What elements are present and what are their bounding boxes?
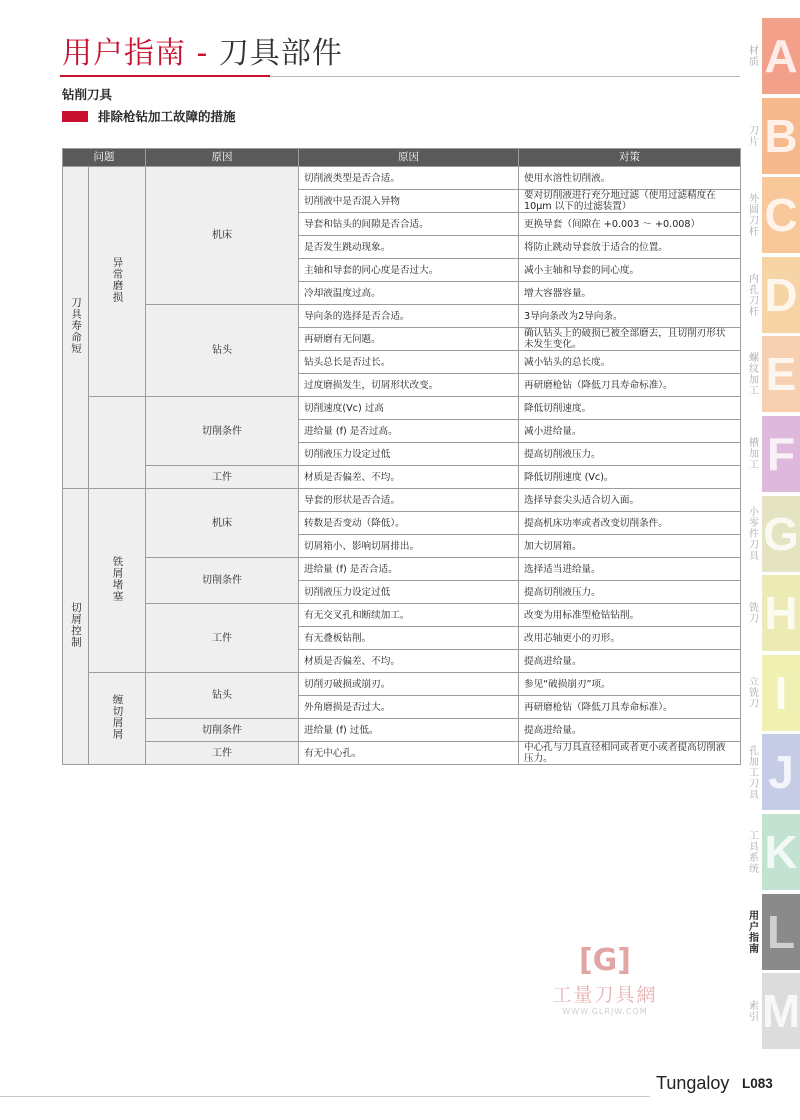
subgroup-empty (89, 397, 146, 489)
solution-cell: 降低切削速度 (Vc)。 (519, 466, 741, 489)
solution-cell: 再研磨枪钻（降低刀具寿命标准）。 (519, 696, 741, 719)
footer-rule (0, 1096, 650, 1097)
cause-cell: 是否发生跳动现象。 (299, 236, 519, 259)
chapter-tab-label: 小零件刀具 (746, 506, 758, 562)
chapter-tab-letter: E (762, 336, 800, 412)
table-row (63, 742, 741, 765)
cause-cell: 转数是否变动（降低）。 (299, 512, 519, 535)
header-cause-category: 原因 (146, 149, 299, 167)
cause-cell: 冷却液温度过高。 (299, 282, 519, 305)
cause-cell: 切削液压力设定过低 (299, 443, 519, 466)
cause-cell: 钻头总长是否过长。 (299, 351, 519, 374)
cause-cell: 切削速度(Vc) 过高 (299, 397, 519, 420)
header-cause: 原因 (299, 149, 519, 167)
chapter-tab-a[interactable] (743, 18, 800, 94)
cause-cell: 切削液压力设定过低 (299, 581, 519, 604)
chapter-tab-letter: K (762, 814, 800, 890)
chapter-tab-h[interactable] (743, 575, 800, 651)
cause-cell: 过度磨损发生，切屑形状改变。 (299, 374, 519, 397)
solution-cell: 提高切削液压力。 (519, 443, 741, 466)
title-rule-accent (60, 75, 270, 77)
cause-cell: 有无交叉孔和断续加工。 (299, 604, 519, 627)
solution-cell: 加大切屑箱。 (519, 535, 741, 558)
chapter-tab-letter: M (762, 973, 800, 1049)
chapter-tab-f[interactable] (743, 416, 800, 492)
subsection-title: 排除枪钻加工故障的措施 (98, 109, 236, 124)
table-row (63, 558, 741, 581)
category-cutting-conditions: 切削条件 (146, 719, 299, 742)
category-drill: 钻头 (146, 673, 299, 719)
chapter-tab-b[interactable] (743, 98, 800, 174)
cause-cell: 切削液中是否混入异物 (299, 190, 519, 213)
table-row (63, 167, 741, 190)
table-row (63, 673, 741, 696)
solution-cell: 减小钻头的总长度。 (519, 351, 741, 374)
header-problem: 问题 (63, 149, 146, 167)
solution-cell: 再研磨枪钻（降低刀具寿命标准）。 (519, 374, 741, 397)
chapter-tab-i[interactable] (743, 655, 800, 731)
solution-cell: 改变为用标准型枪钻钻削。 (519, 604, 741, 627)
cause-cell: 外角磨损是否过大。 (299, 696, 519, 719)
table-row (63, 397, 741, 420)
cause-cell: 导套和钻头的间隙是否合适。 (299, 213, 519, 236)
table-header-row (63, 149, 741, 167)
category-cutting-conditions: 切削条件 (146, 558, 299, 604)
solution-cell: 参见“破损崩刃”项。 (519, 673, 741, 696)
solution-cell: 减小进给量。 (519, 420, 741, 443)
chapter-tab-label: 螺纹加工 (746, 352, 758, 397)
category-workpiece: 工件 (146, 604, 299, 673)
chapter-tab-label: 内孔刀杆 (746, 272, 758, 317)
cause-cell: 进给量 (f) 过低。 (299, 719, 519, 742)
subgroup-chip-clogging: 铁屑堵塞 (89, 489, 146, 673)
cause-cell: 导套的形状是否合适。 (299, 489, 519, 512)
category-machine: 机床 (146, 489, 299, 558)
table-row (63, 719, 741, 742)
chapter-tab-m[interactable] (743, 973, 800, 1049)
chapter-tab-label: 索引 (746, 1000, 758, 1023)
solution-cell: 增大容器容量。 (519, 282, 741, 305)
chapter-tab-label: 槽加工 (746, 437, 758, 471)
group-chip-control: 切屑控制 (63, 489, 89, 765)
chapter-tab-letter: H (762, 575, 800, 651)
cause-cell: 进给量 (f) 是否过高。 (299, 420, 519, 443)
table-row (63, 489, 741, 512)
section-title: 钻削刀具 (62, 87, 113, 102)
cause-cell: 切屑箱小、影响切屑排出。 (299, 535, 519, 558)
chapter-tab-label: 孔加工刀具 (746, 744, 758, 800)
chapter-tab-e[interactable] (743, 336, 800, 412)
chapter-tab-k[interactable] (743, 814, 800, 890)
cause-cell: 切削刃破损或崩刃。 (299, 673, 519, 696)
group-tool-life: 刀具寿命短 (63, 167, 89, 489)
chapter-tab-label: 立铣刀 (746, 676, 758, 710)
cause-cell: 主轴和导套的同心度是否过大。 (299, 259, 519, 282)
watermark-logo-icon: [G] (578, 943, 632, 978)
cause-cell: 再研磨有无问题。 (299, 328, 519, 351)
cause-cell: 材质是否偏差、不均。 (299, 650, 519, 673)
troubleshooting-table (62, 148, 741, 765)
cause-cell: 进给量 (f) 是否合适。 (299, 558, 519, 581)
chapter-tab-letter: A (762, 18, 800, 94)
solution-cell: 选择导套尖头适合切入面。 (519, 489, 741, 512)
solution-cell: 提高机床功率或者改变切削条件。 (519, 512, 741, 535)
cause-cell: 材质是否偏差、不均。 (299, 466, 519, 489)
table-row (63, 604, 741, 627)
solution-cell: 更换导套（间隙在 +0.003 ～ +0.008） (519, 213, 741, 236)
chapter-tab-g[interactable] (743, 496, 800, 572)
solution-cell: 减小主轴和导套的同心度。 (519, 259, 741, 282)
chapter-tab-letter: I (762, 655, 800, 731)
chapter-tab-label: 用户指南 (746, 909, 758, 954)
subgroup-chip-tangling: 缠切屑屑 (89, 673, 146, 765)
chapter-tab-d[interactable] (743, 257, 800, 333)
chapter-tab-letter: B (762, 98, 800, 174)
solution-cell: 将防止跳动导套放于适合的位置。 (519, 236, 741, 259)
chapter-tab-j[interactable] (743, 734, 800, 810)
table-row (63, 305, 741, 328)
cause-cell: 有无叠板钻削。 (299, 627, 519, 650)
watermark-url: WWW.GLRJW.COM (562, 1007, 648, 1016)
category-machine: 机床 (146, 167, 299, 305)
solution-cell: 降低切削速度。 (519, 397, 741, 420)
solution-cell: 使用水溶性切削液。 (519, 167, 741, 190)
watermark-name: 工量刀具網 (552, 984, 658, 1006)
solution-cell: 中心孔与刀具直径相同或者更小或者提高切削液压力。 (519, 742, 741, 765)
chapter-tab-letter: C (762, 177, 800, 253)
solution-cell: 提高切削液压力。 (519, 581, 741, 604)
chapter-tab-letter: D (762, 257, 800, 333)
chapter-tab-letter: L (762, 894, 800, 970)
red-bar-marker (62, 111, 88, 122)
chapter-tab-l-active[interactable] (743, 894, 800, 970)
chapter-tab-label: 材质 (746, 45, 758, 67)
page-title: 用户指南 - 刀具部件 (62, 36, 343, 71)
cause-cell: 有无中心孔。 (299, 742, 519, 765)
cause-cell: 导向条的选择是否合适。 (299, 305, 519, 328)
solution-cell: 选择适当进给量。 (519, 558, 741, 581)
chapter-tab-label: 刀片 (746, 124, 758, 147)
cause-cell: 切削液类型是否合适。 (299, 167, 519, 190)
subsection-heading (62, 107, 236, 125)
solution-cell: 改用芯轴更小的刃形。 (519, 627, 741, 650)
category-cutting-conditions: 切削条件 (146, 397, 299, 466)
header-solution: 对策 (519, 149, 741, 167)
chapter-tab-letter: F (762, 416, 800, 492)
solution-cell: 要对切削液进行充分地过滤（使用过滤精度在 10μm 以下的过滤装置） (519, 190, 741, 213)
table-row (63, 466, 741, 489)
chapter-tab-letter: G (762, 496, 800, 572)
solution-cell: 确认钻头上的破损已被全部磨去，且切削刃形状未发生变化。 (519, 328, 741, 351)
chapter-tab-letter: J (762, 734, 800, 810)
brand-logo: Tungaloy (656, 1073, 730, 1093)
solution-cell: 提高进给量。 (519, 650, 741, 673)
chapter-tab-c[interactable] (743, 177, 800, 253)
chapter-tab-label: 工具系统 (746, 829, 758, 874)
category-workpiece: 工件 (146, 466, 299, 489)
solution-cell: 3导向条改为2导向条。 (519, 305, 741, 328)
chapter-index-tabs (743, 18, 800, 1053)
watermark (520, 944, 690, 1016)
subgroup-abnormal-wear: 异常磨损 (89, 167, 146, 397)
category-workpiece: 工件 (146, 742, 299, 765)
chapter-tab-label: 外圆刀杆 (746, 193, 758, 238)
solution-cell: 提高进给量。 (519, 719, 741, 742)
page-number: L083 (742, 1076, 773, 1091)
category-drill: 钻头 (146, 305, 299, 397)
chapter-tab-label: 铣刀 (746, 602, 758, 625)
